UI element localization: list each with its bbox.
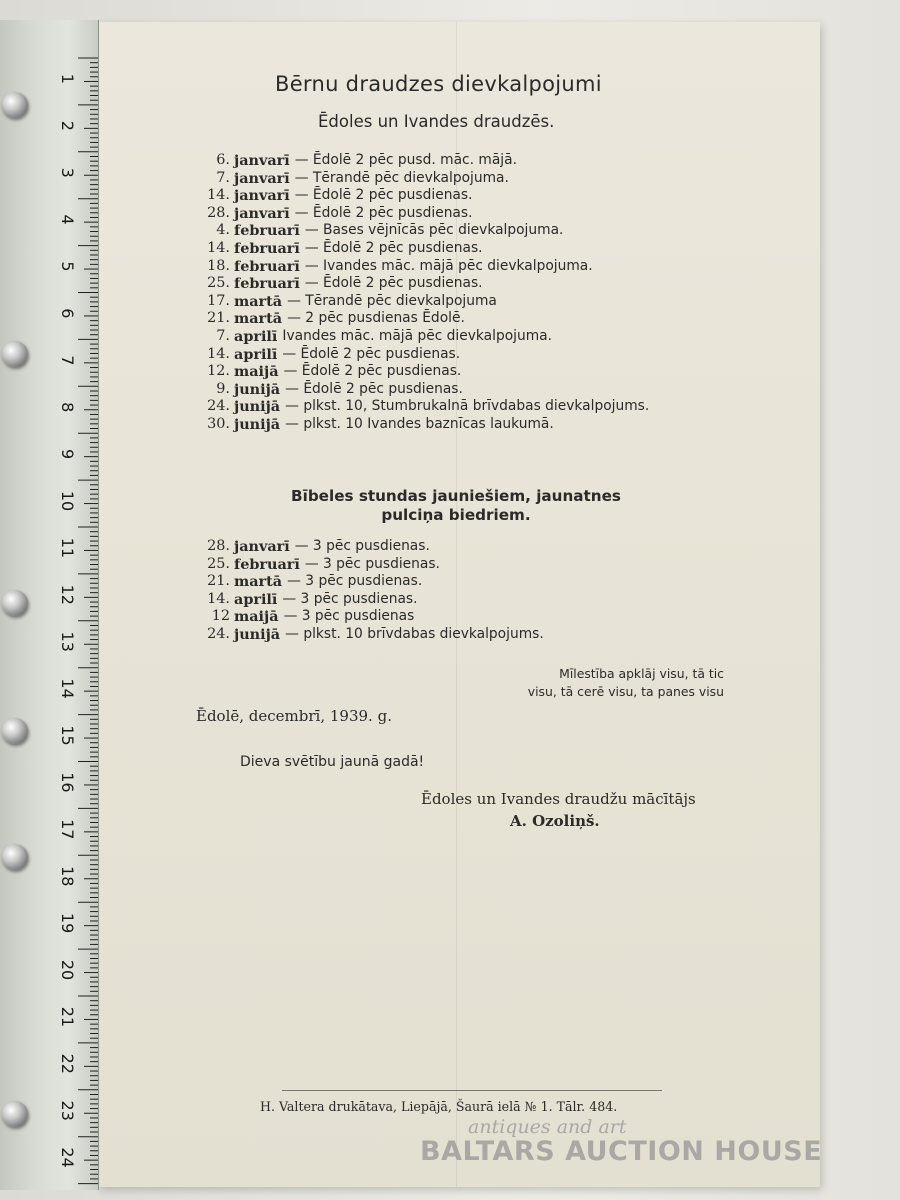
- document-title: Bērnu draudzes dievkalpojumi: [275, 72, 602, 96]
- ruler-label: 8: [58, 402, 77, 413]
- motto-line: Mīlestība apklāj visu, tā tic: [559, 666, 724, 681]
- schedule-row: [196, 398, 649, 416]
- bible-day: 14.: [207, 590, 230, 607]
- schedule-text: — Ēdolē 2 pēc pusdienas.: [304, 239, 483, 256]
- schedule-month: februarī: [234, 222, 300, 240]
- schedule-row: [196, 363, 649, 381]
- schedule-day: 28.: [207, 204, 230, 221]
- bible-title-line: pulciņa biedriem.: [381, 506, 531, 524]
- schedule-day: 25.: [207, 275, 230, 292]
- ruler-label: 4: [58, 214, 77, 225]
- ruler-label: 13: [58, 631, 77, 652]
- schedule-day: 6.: [216, 152, 230, 168]
- document-subtitle: Ēdoles un Ivandes draudzēs.: [318, 112, 555, 131]
- schedule-day: 14.: [207, 239, 230, 256]
- schedule-month: februarī: [234, 257, 300, 275]
- schedule-month: martā: [234, 292, 283, 310]
- bible-day: 28.: [207, 538, 230, 554]
- schedule-text: — Tērandē pēc dievkalpojuma.: [294, 169, 509, 186]
- schedule-row: [196, 258, 649, 276]
- bible-text: — plkst. 10 brīvdabas dievkalpojums.: [285, 625, 544, 642]
- bible-month: janvarī: [234, 538, 290, 555]
- watermark-script: antiques and art: [468, 1116, 627, 1138]
- ruler-label: 11: [58, 537, 77, 559]
- ruler-label: 5: [58, 261, 77, 272]
- bible-text: — 3 pēc pusdienas.: [304, 555, 440, 572]
- schedule-row: [196, 152, 649, 170]
- schedule-day: 9.: [216, 380, 230, 397]
- schedule-day: 18.: [207, 257, 230, 274]
- schedule-month: janvarī: [234, 152, 290, 169]
- bible-section-title: [248, 487, 664, 525]
- schedule-day: 7.: [216, 169, 230, 186]
- schedule-text: — Ēdolē 2 pēc pusdienas.: [304, 275, 483, 292]
- schedule-day: 7.: [216, 327, 230, 344]
- watermark-text: BALTARS AUCTION HOUSE: [420, 1136, 823, 1167]
- schedule-day: 30.: [207, 415, 230, 432]
- schedule-text: — Ēdolē 2 pēc pusdienas.: [285, 380, 463, 397]
- schedule-month: aprilī: [234, 327, 278, 345]
- schedule-text: — Ēdolē 2 pēc pusdienas.: [282, 345, 461, 362]
- bible-row: [196, 556, 544, 574]
- ruler-label: 16: [58, 772, 77, 793]
- schedule-day: 14.: [207, 345, 230, 362]
- motto-line: visu, tā cerē visu, ta panes visu: [527, 684, 724, 699]
- ruler-label: 3: [58, 167, 77, 178]
- schedule-day: 21.: [207, 310, 230, 327]
- bible-text: — 3 pēc pusdienas.: [287, 573, 423, 590]
- schedule-text: — Tērandē pēc dievkalpojuma: [287, 292, 497, 309]
- schedule-text: — 2 pēc pusdienas Ēdolē.: [287, 310, 465, 327]
- schedule-month: junijā: [234, 398, 281, 416]
- ruler-label: 7: [58, 355, 77, 366]
- schedule-month: aprilī: [234, 345, 278, 363]
- ruler-label: 12: [58, 584, 77, 605]
- divider: [282, 1090, 662, 1091]
- schedule-month: februarī: [234, 239, 300, 257]
- schedule-day: 4.: [216, 222, 230, 239]
- schedule-text: — plkst. 10 Ivandes baznīcas laukumā.: [285, 415, 554, 432]
- ruler-label: 17: [58, 819, 77, 840]
- pastor-title: Ēdoles un Ivandes draudžu mācītājs: [421, 790, 696, 808]
- ruler-label: 20: [58, 959, 77, 981]
- schedule-row: [196, 170, 649, 188]
- bible-row: [196, 591, 544, 609]
- schedule-day: 17.: [207, 292, 230, 309]
- ruler-label: 6: [58, 308, 77, 319]
- schedule-month: janvarī: [234, 169, 290, 187]
- ruler-label: 2: [58, 120, 77, 131]
- schedule-text: — Bases vējnīcās pēc dievkalpojuma.: [304, 222, 564, 239]
- schedule-text: — plkst. 10, Stumbrukalnā brīvdabas dievkalpojums.: [285, 398, 650, 415]
- ruler-label: 23: [58, 1100, 77, 1121]
- schedule-day: 12.: [207, 363, 230, 380]
- ruler-label: 15: [58, 725, 77, 746]
- bible-month: maijā: [234, 608, 279, 626]
- schedule-month: martā: [234, 310, 283, 328]
- bible-text: — 3 pēc pusdienas.: [294, 538, 430, 554]
- ruler-label: 19: [58, 912, 77, 934]
- schedule-row: [196, 346, 649, 364]
- bible-month: junijā: [234, 625, 281, 643]
- bible-schedule: [196, 538, 544, 644]
- schedule-row: [196, 416, 649, 434]
- bible-row: [196, 608, 544, 626]
- schedule-text: Ivandes māc. mājā pēc dievkalpojuma.: [282, 327, 553, 344]
- schedule-text: — Ēdolē 2 pēc pusdienas.: [294, 204, 473, 221]
- schedule-month: februarī: [234, 275, 300, 293]
- schedule-row: [196, 187, 649, 205]
- schedule-row: [196, 222, 649, 240]
- schedule-row: [196, 293, 649, 311]
- bible-day: 24.: [207, 625, 230, 642]
- schedule-text: — Ēdolē 2 pēc pusd. māc. mājā.: [294, 152, 517, 168]
- schedule-day: 24.: [207, 398, 230, 415]
- bible-text: — 3 pēc pusdienas.: [282, 590, 418, 607]
- schedule-row: [196, 328, 649, 346]
- schedule-month: janvarī: [234, 204, 290, 222]
- ruler-label: 9: [58, 449, 77, 460]
- motto: [488, 665, 724, 701]
- schedule-day: 14.: [207, 187, 230, 204]
- bible-row: [196, 626, 544, 644]
- bible-month: februarī: [234, 555, 300, 573]
- ruler-label: 1: [58, 73, 77, 84]
- schedule-month: maijā: [234, 363, 279, 381]
- bible-month: martā: [234, 573, 283, 591]
- schedule-row: [196, 381, 649, 399]
- ruler-label: 21: [58, 1006, 77, 1028]
- dateline: Ēdolē, decembrī, 1939. g.: [196, 707, 392, 725]
- service-schedule: [196, 152, 649, 434]
- schedule-text: — Ēdolē 2 pēc pusdienas.: [294, 187, 473, 204]
- bible-row: [196, 538, 544, 556]
- printer-imprint: H. Valtera drukātava, Liepājā, Šaurā ielā № 1. Tālr. 484.: [260, 1099, 618, 1114]
- schedule-text: — Ēdolē 2 pēc pusdienas.: [283, 363, 462, 380]
- ruler-label: 24: [58, 1147, 77, 1168]
- schedule-text: — Ivandes māc. mājā pēc dievkalpojuma.: [304, 257, 593, 274]
- schedule-row: [196, 240, 649, 258]
- schedule-row: [196, 310, 649, 328]
- ruler-label: 10: [58, 490, 77, 512]
- ruler-label: 18: [58, 866, 77, 887]
- blessing: Dieva svētību jaunā gadā!: [240, 754, 425, 770]
- schedule-month: junijā: [234, 380, 281, 398]
- ruler-label: 14: [58, 678, 77, 699]
- bible-text: — 3 pēc pusdienas: [283, 608, 415, 625]
- schedule-row: [196, 205, 649, 223]
- bible-month: aprilī: [234, 590, 278, 608]
- bible-title-line: Bībeles stundas jauniešiem, jaunatnes: [291, 487, 621, 505]
- bible-row: [196, 573, 544, 591]
- bible-day: 25.: [207, 555, 230, 572]
- bible-day: 21.: [207, 573, 230, 590]
- bible-day: 12: [211, 608, 230, 625]
- schedule-row: [196, 275, 649, 293]
- ruler-label: 22: [58, 1053, 77, 1074]
- schedule-month: janvarī: [234, 187, 290, 205]
- schedule-month: junijā: [234, 415, 281, 433]
- pastor-name: A. Ozoliņš.: [510, 812, 600, 830]
